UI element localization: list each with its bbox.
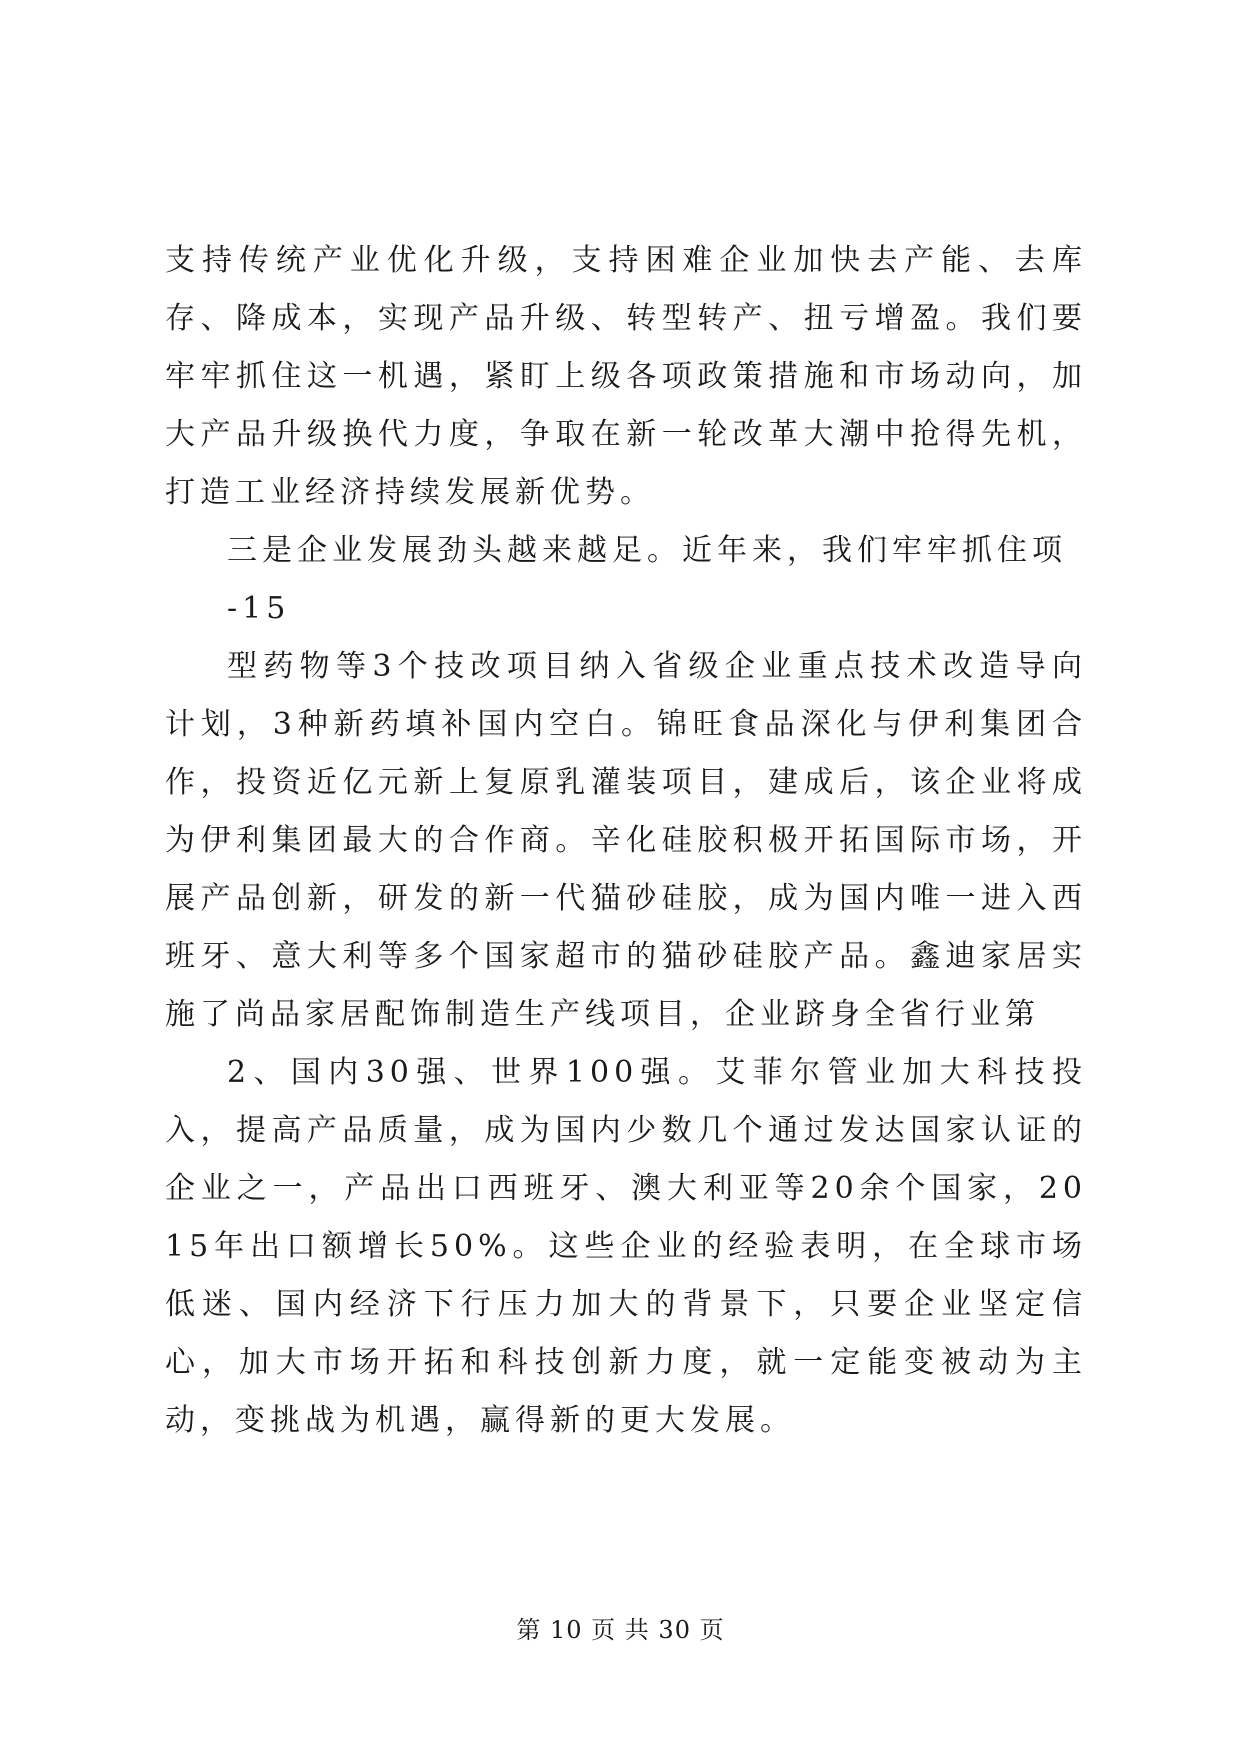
paragraph-4: 型药物等3个技改项目纳入省级企业重点技术改造导向计划，3种新药填补国内空白。锦旺食品深化与伊利集团合作，投资近亿元新上复原乳灌装项目，建成后，该企业将成为伊利集团最大的合作商。辛化硅胶积极开拓国际市场，开展产品创新，研发的新一代猫砂硅胶，成为国内唯一进入西班牙、意大利等多个国家超市的猫砂硅胶产品。鑫迪家居实施了尚品家居配饰制造生产线项目，企业跻身全省行业第: [165, 649, 1087, 1032]
paragraph-5: 2、国内30强、世界100强。艾菲尔管业加大科技投入，提高产品质量，成为国内少数几个通过发达国家认证的企业之一，产品出口西班牙、澳大利亚等20余个国家，2015年出口额增长50%。这些企业的经验表明，在全球市场低迷、国内经济下行压力加大的背景下，只要企业坚定信心，加大市场开拓和科技创新力度，就一定能变被动为主动，变挑战为机遇，赢得新的更大发展。: [165, 1055, 1087, 1438]
paragraph-1: 支持传统产业优化升级，支持困难企业加快去产能、去库存、降成本，实现产品升级、转型转产、扭亏增盈。我们要牢牢抓住这一机遇，紧盯上级各项政策措施和市场动向，加大产品升级换代力度，争取在新一轮改革大潮中抢得先机，打造工业经济持续发展新优势。: [165, 243, 1087, 510]
document-body: [165, 232, 1087, 1450]
paragraph-3: -15: [227, 591, 291, 626]
paragraph-2: 三是企业发展劲头越来越足。近年来，我们牢牢抓住项: [227, 533, 1067, 568]
page-footer: 第 10 页 共 30 页: [516, 1616, 725, 1644]
